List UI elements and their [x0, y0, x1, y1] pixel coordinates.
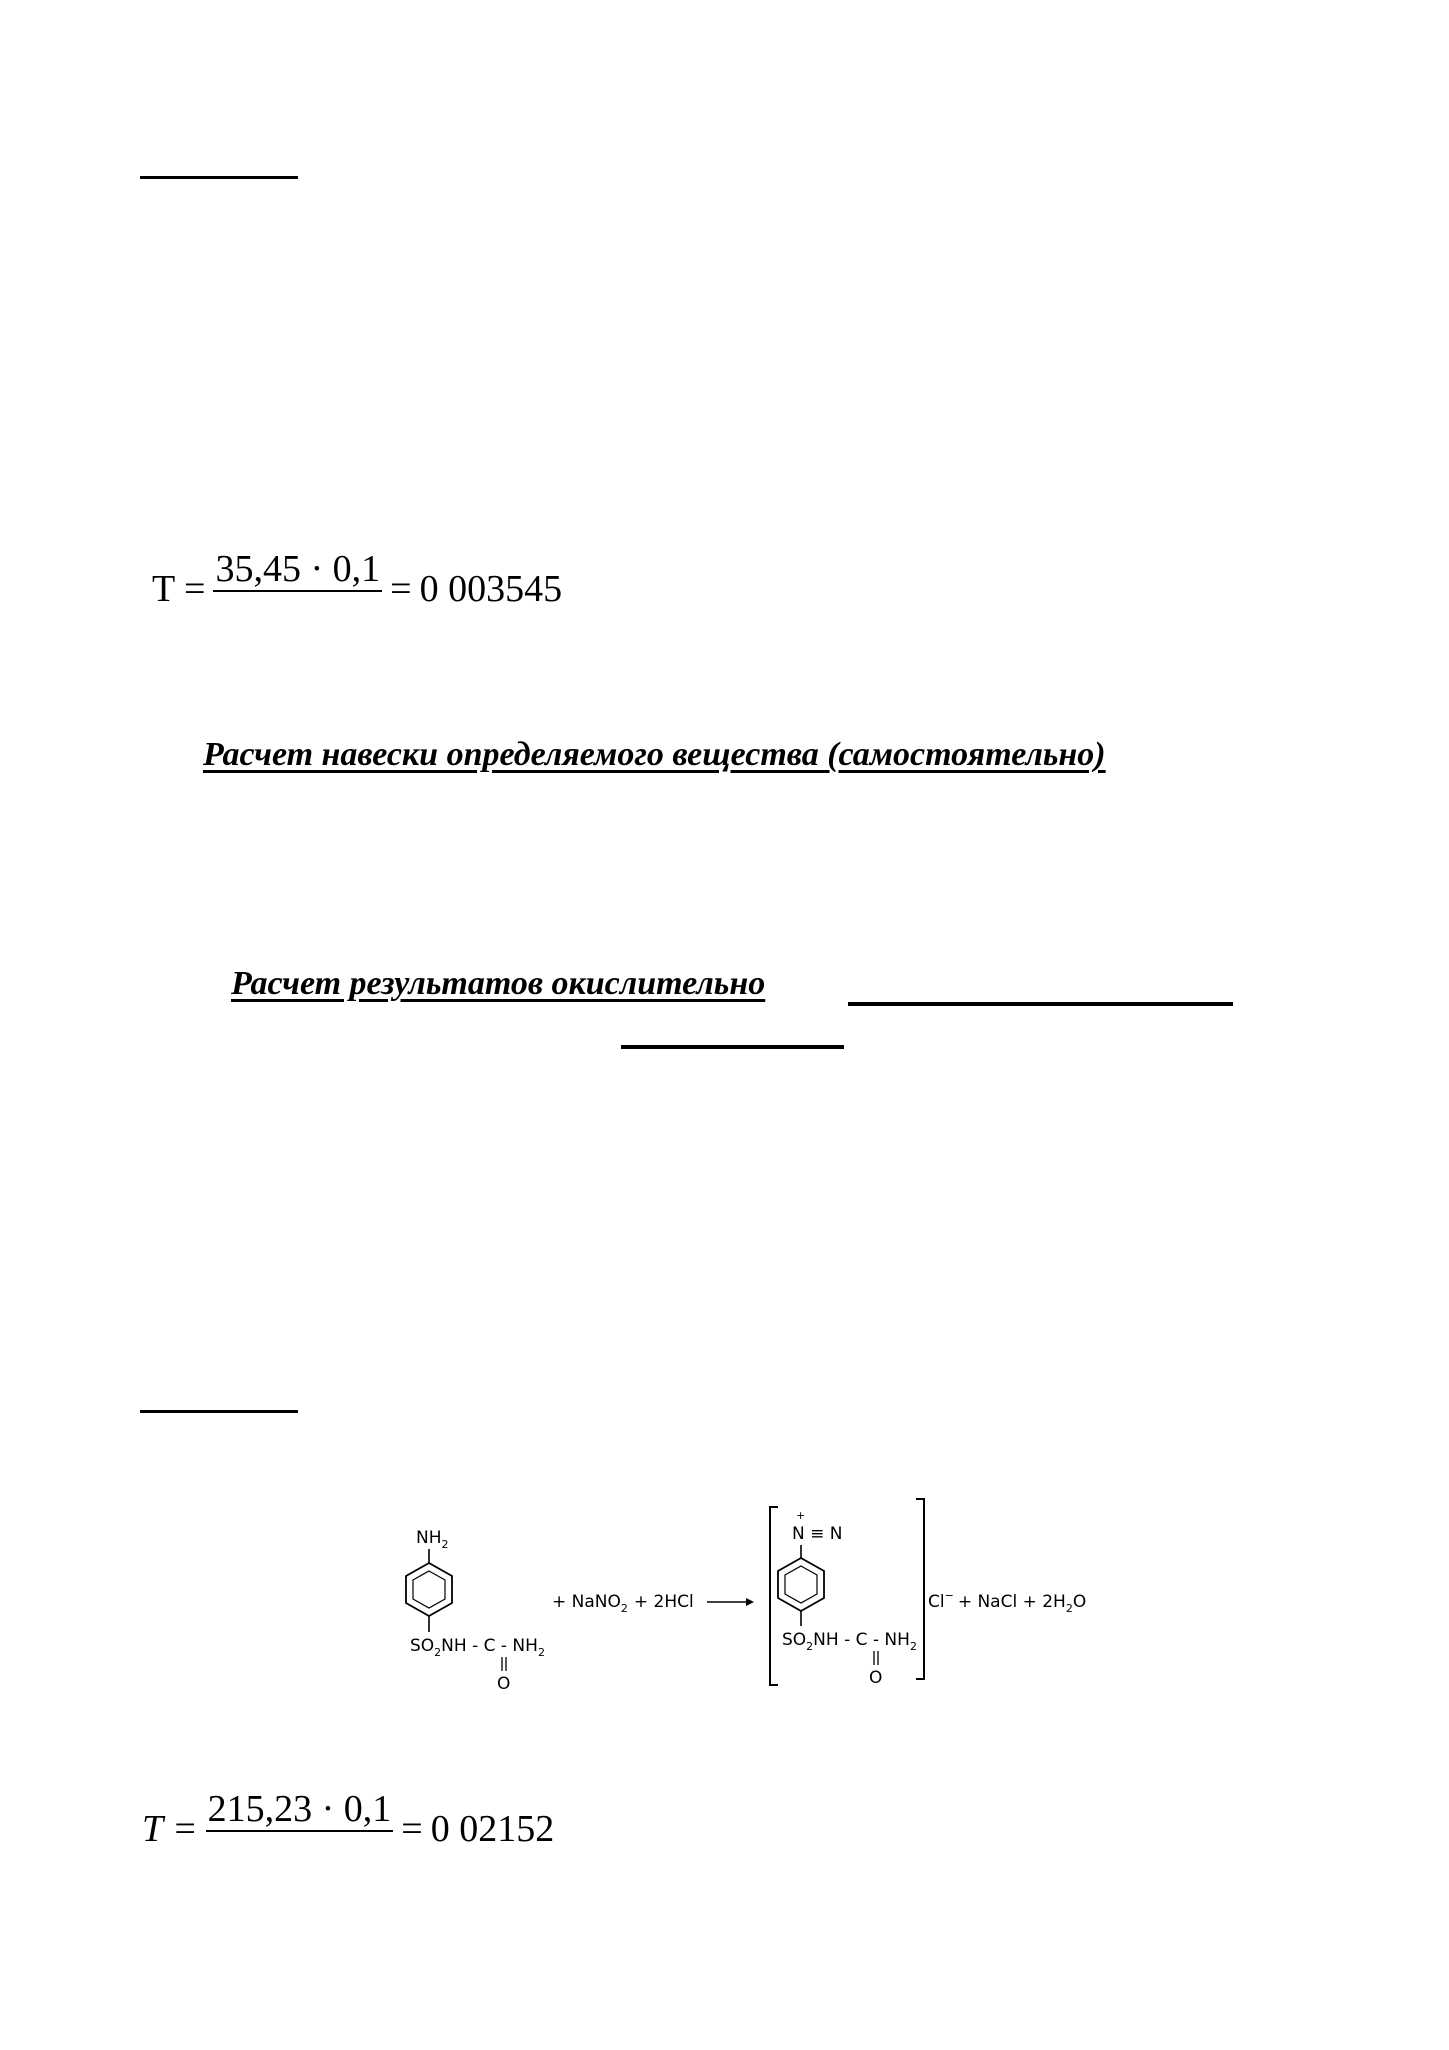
formula-numerator: 215,23 · 0,1 — [207, 1788, 392, 1830]
product-structure — [770, 1499, 924, 1688]
reactant-structure — [406, 1528, 545, 1694]
formula-equals: = — [401, 1808, 423, 1850]
right-bracket — [916, 1499, 924, 1679]
formula-result: 0 003545 — [419, 568, 563, 610]
reagents-label: + NaNO$_2$ + 2HCl — [552, 1592, 694, 1615]
section-heading-redox-results: Расчет результатов окислительно — [231, 965, 766, 1002]
separator-line-middle — [621, 1045, 844, 1049]
diazotization-reaction-scheme — [380, 1495, 1100, 1705]
separator-line-bottom — [140, 1410, 298, 1413]
formula-result: 0 02152 — [430, 1808, 555, 1850]
byproducts-label: Cl− + NaCl + $2H_2O$ — [928, 1589, 1087, 1615]
diazonium-group-label: N ≡ N — [792, 1524, 843, 1544]
amine-group-label: $NH_2$ — [416, 1528, 449, 1551]
sulfonyl-urea-label: $SO_2NH$ - C - $NH_2$ — [410, 1636, 545, 1659]
heading-continuation-line — [848, 1002, 1233, 1006]
formula-lhs: T = — [142, 1808, 198, 1850]
reaction-arrow — [707, 1598, 754, 1606]
titer-formula-chlorine — [152, 548, 562, 630]
fraction-bar — [206, 1830, 394, 1832]
formula-lhs: T = — [152, 568, 206, 610]
product-sulfonyl-urea-label: $SO_2NH$ - C - $NH_2$ — [782, 1630, 917, 1653]
product-carbonyl-oxygen-label: O — [869, 1668, 883, 1688]
formula-equals: = — [390, 568, 412, 610]
separator-line-top — [140, 176, 298, 179]
carbonyl-oxygen-label: O — [497, 1674, 511, 1694]
section-heading-sample-calculation: Расчет навески определяемого вещества (самостоятельно) — [203, 736, 1106, 773]
formula-fraction — [206, 1788, 394, 1870]
fraction-bar — [213, 590, 382, 592]
diazonium-charge: + — [796, 1509, 806, 1522]
left-bracket — [770, 1507, 778, 1685]
formula-numerator: 35,45 · 0,1 — [215, 548, 381, 590]
titer-formula-sulfanilyl — [142, 1788, 554, 1870]
formula-fraction — [213, 548, 382, 630]
